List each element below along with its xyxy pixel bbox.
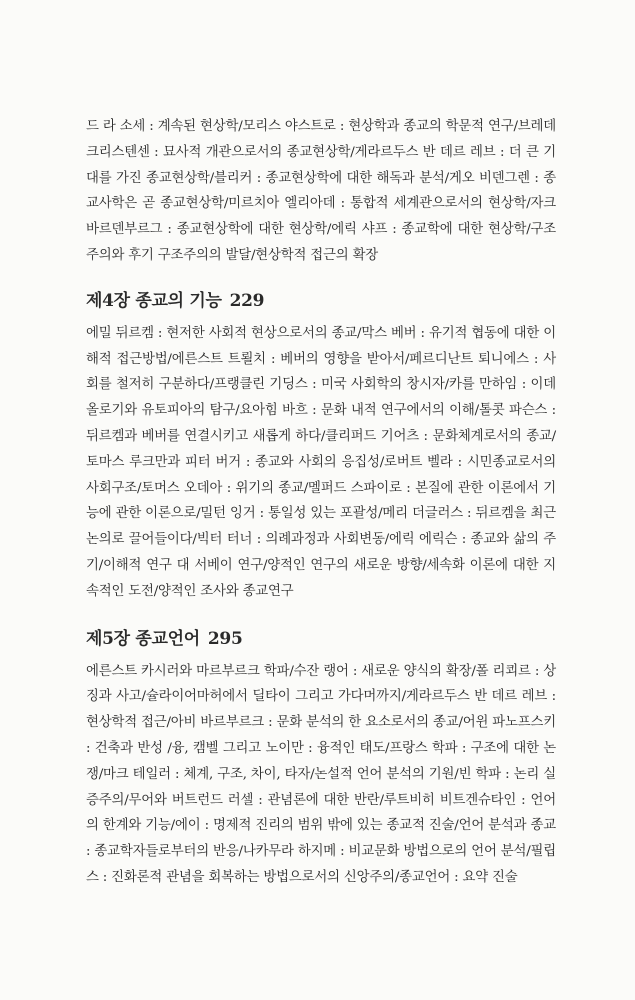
chapter4-heading <box>86 289 556 313</box>
chapter4-title: 제4장 종교의 기능 <box>86 290 222 311</box>
chapter4-body: 에밀 뒤르켐 : 현저한 사회적 현상으로서의 종교/막스 베버 : 유기적 협동에 대한 이해적 접근방법/에른스트 트뢸치 : 베버의 영향을 받아서/페르디난트 퇴니에스 : 사회를 철저히 구분하다/프랭클린 기딩스 : 미국 사회학의 창시자/카를 만하임 : 이데올로기와 유토피아의 탐구/요아힘 바흐 : 문화 내적 연구에서의 이해/톨콧 파슨스 : 뒤르켐과 베버를 연결시키고 새롭게 하다/클리퍼드 기어츠 : 문화체계로서의 종교/토마스 루크만과 피터 버거 : 종교와 사회의 응집성/로버트 벨라 : 시민종교로서의 사회구조/토머스 오데아 : 위기의 종교/멜퍼드 스파이로 : 본질에 관한 이론에서 기능에 관한 이론으로/밀턴 잉거 : 통일성 있는 포괄성/메리 더글러스 : 뒤르켐을 최근 논의로 끌어들이다/빅터 터너 : 의례과정과 사회변동/에릭 에릭슨 : 종교와 삶의 주기/이해적 연구 대 서베이 연구/양적인 연구의 새로운 방향/세속화 이론에 대한 지속적인 도전/양적인 조사와 종교연구 <box>86 325 556 599</box>
chapter5-page-number: 295 <box>207 628 243 649</box>
chapter5-body: 에른스트 카시러와 마르부르크 학파/수잔 랭어 : 새로운 양식의 확장/폴 리쾨르 : 상징과 사고/슐라이어마허에서 딜타이 그리고 가다머까지/게라르두스 반 데르 레브 : 현상학적 접근/아비 바르부르크 : 문화 분석의 한 요소로서의 종교/어윈 파노프스키 : 건축과 반성 /융, 캠벨 그리고 노이만 : 융적인 태도/프랑스 학파 : 구조에 대한 논쟁/마크 테일러 : 체계, 구조, 차이, 타자/논설적 언어 분석의 기원/빈 학파 : 논리 실증주의/무어와 버트런드 러셀 : 관념론에 대한 반란/루트비히 비트겐슈타인 : 언어의 한계와 기능/에이 : 명제적 진리의 범위 밖에 있는 종교적 진술/언어 분석과 종교 : 종교학자들로부터의 반응/나카무라 하지메 : 비교문화 방법으로의 언어 분석/필립스 : 진화론적 관념을 회복하는 방법으로서의 신앙주의/종교언어 : 요약 진술 <box>86 663 556 885</box>
intro-paragraph: 드 라 소세 : 계속된 현상학/모리스 야스트로 : 현상학과 종교의 학문적 연구/브레데 크리스텐센 : 묘사적 개관으로서의 종교현상학/게라르두스 반 데르 레브 : 더 큰 기대를 가진 종교현상학/블리커 : 종교현상학에 대한 해독과 분석/게오 비덴그렌 : 종교사학은 곧 종교현상학/미르치아 엘리아데 : 통합적 세계관으로서의 현상학/자크 바르덴부르그 : 종교현상학에 대한 현상학/에릭 샤프 : 종교학에 대한 현상학/구조주의와 후기 구조주의의 발달/현상학적 접근의 확장 <box>86 119 556 263</box>
chapter4-page-number: 229 <box>229 290 265 311</box>
chapter5-title: 제5장 종교언어 <box>86 628 200 649</box>
chapter5-heading <box>86 627 556 651</box>
toc-page <box>86 114 556 891</box>
